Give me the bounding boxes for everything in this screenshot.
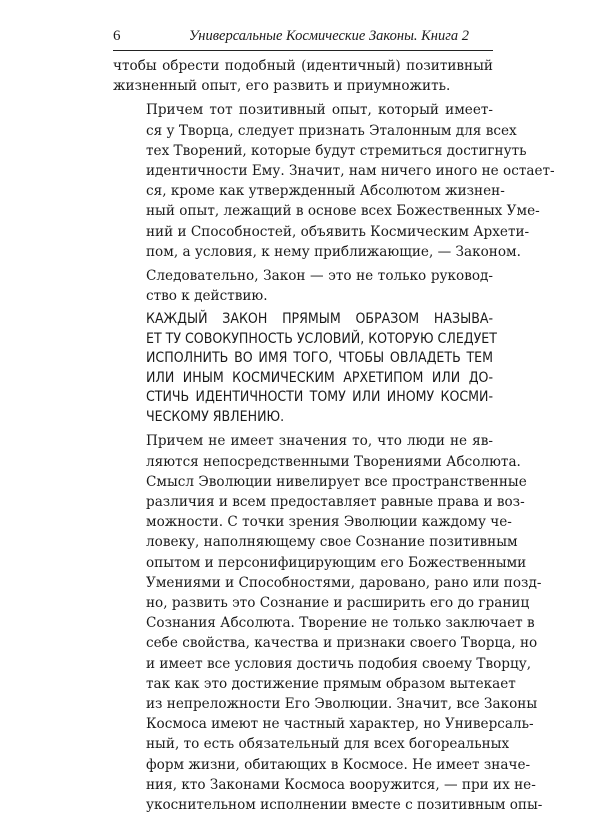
text-line: Сознания Абсолюта. Творение не только заключает в: [146, 615, 535, 632]
body-text: [113, 56, 555, 819]
text-line: ИЛИ ИНЫМ КОСМИЧЕСКИМ АРХЕТИПОМ ИЛИ ДО-: [146, 369, 493, 386]
book-title: Универсальные Космические Законы. Книга 2: [188, 28, 469, 44]
text-line: Следовательно, Закон — это не только руковод-: [146, 268, 493, 285]
text-line: и имеет все условия достичь подобия своему Творцу,: [146, 655, 532, 672]
text-line: различия и всем предоставляет равные права и воз-: [146, 494, 525, 511]
text-line: так как это достижение прямым образом вытекает: [146, 675, 516, 692]
text-line: ся, кроме как утвержденный Абсолютом жизнен-: [146, 183, 505, 200]
text-line: КАЖДЫЙ ЗАКОН ПРЯМЫМ ОБРАЗОМ НАЗЫВА-: [146, 311, 493, 328]
text-line: Причем не имеет значения то, что люди не яв-: [146, 433, 493, 450]
text-line: ляются непосредственными Творениями Абсолюта.: [146, 453, 521, 470]
text-line: ИСПОЛНИТЬ ВО ИМЯ ТОГО, ЧТОБЫ ОВЛАДЕТЬ ТЕМ: [146, 350, 493, 367]
text-line: но, развить это Сознание и расширить его до границ: [146, 595, 530, 612]
text-line: Космоса имеют не частный характер, но Универсаль-: [146, 716, 534, 733]
paragraph: [113, 100, 555, 262]
paragraph: [113, 266, 493, 306]
text-line: ний и Способностей, объявить Космическим Архети-: [146, 223, 530, 240]
page-number: 6: [113, 28, 121, 44]
text-line: Причем тот позитивный опыт, который имеет-: [146, 102, 493, 119]
text-line: чтобы обрести подобный (идентичный) позитивный: [113, 58, 493, 74]
text-line: ЧЕСКОМУ ЯВЛЕНИЮ.: [146, 408, 285, 425]
paragraph: [113, 56, 493, 96]
text-line: из непреложности Его Эволюции. Значит, все Законы: [146, 696, 538, 713]
text-line: себе свойства, качества и признаки своего Творца, но: [146, 635, 538, 652]
text-line: Умениями и Способностями, даровано, рано или позд-: [146, 574, 542, 591]
text-line: Смысл Эволюции нивелирует все пространственные: [146, 473, 527, 490]
text-line: форм жизни, обитающих в Космосе. Не имеет значе-: [146, 756, 531, 773]
text-line: тех Творений, которые будут стремиться достигнуть: [146, 142, 527, 159]
text-line: идентичности Ему. Значит, нам ничего иного не остает-: [146, 163, 555, 180]
emphasized-paragraph: [113, 310, 497, 427]
text-line: ловеку, наполняющему свое Сознание позитивным: [146, 534, 518, 551]
text-line: пом, а условия, к нему приближающие, — Законом.: [146, 243, 521, 260]
text-line: ный опыт, лежащий в основе всех Божественных Уме-: [146, 203, 540, 220]
running-header: [113, 20, 493, 51]
paragraph: [113, 431, 543, 815]
text-line: СТИЧЬ ИДЕНТИЧНОСТИ ТОМУ ИЛИ ИНОМУ КОСМИ-: [146, 389, 493, 406]
text-line: можности. С точки зрения Эволюции каждому че-: [146, 514, 512, 531]
text-line: опытом и персонифицирующим его Божественными: [146, 554, 527, 571]
text-line: укоснительном исполнении вместе с позитивным опы-: [146, 797, 543, 814]
text-line: ния, кто Законами Космоса вооружится, — при их не-: [146, 776, 536, 793]
text-line: жизненный опыт, его развить и приумножить.: [113, 78, 451, 95]
text-line: ЕТ ТУ СОВОКУПНОСТЬ УСЛОВИЙ, КОТОРУЮ СЛЕДУЕТ: [146, 330, 497, 347]
text-line: ство к действию.: [146, 288, 268, 305]
text-line: ный, то есть обязательный для всех богореальных: [146, 736, 510, 753]
text-line: ся у Творца, следует признать Эталонным для всех: [146, 122, 517, 139]
